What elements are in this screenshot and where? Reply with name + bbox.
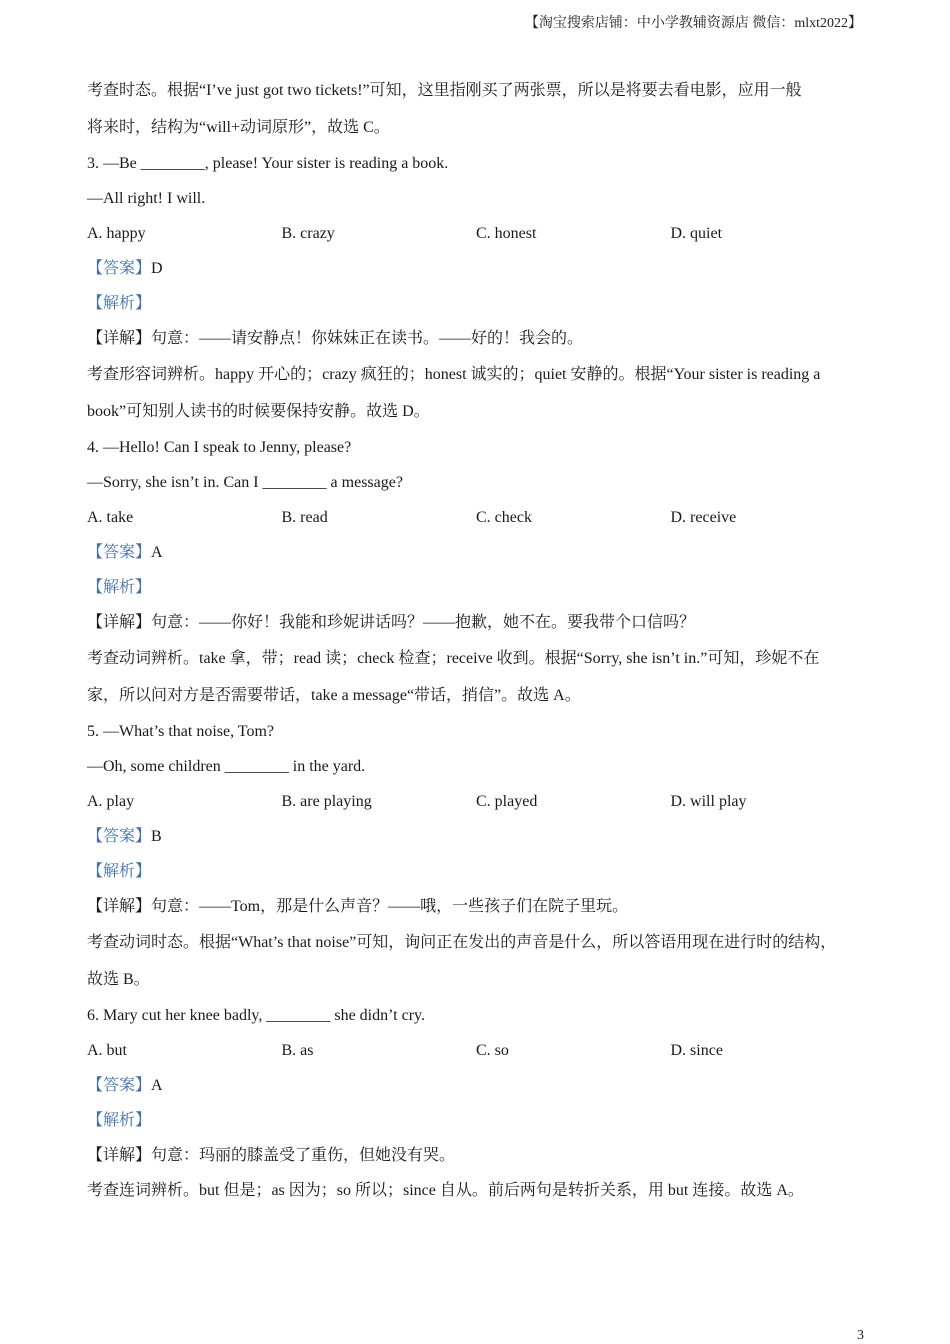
options-row [87, 216, 877, 251]
explain-line-1: 考查动词时态。根据“What’s that noise”可知，询问正在发出的声音是什么，所以答语用现在进行时的结构， [87, 934, 837, 951]
question-stem-reply: —Oh, some children ________ in the yard. [87, 758, 366, 775]
explain-line-2: 故选 B。 [87, 971, 150, 988]
detail-line: 【详解】句意：玛丽的膝盖受了重伤，但她没有哭。 [87, 1147, 456, 1164]
analysis-line [87, 570, 877, 605]
option-d: D. receive [670, 509, 737, 526]
question-stem: 4. —Hello! Can I speak to Jenny, please? [87, 439, 352, 456]
option-b: B. are playing [281, 793, 372, 810]
analysis-line [87, 286, 877, 321]
analysis-label: 【解析】 [87, 1112, 152, 1129]
intro-line-2: 将来时，结构为“will+动词原形”，故选 C。 [87, 119, 390, 136]
answer-label: 【答案】 [87, 544, 152, 561]
question-stem: 3. —Be ________, please! Your sister is reading a book. [87, 155, 449, 172]
question-5 [87, 714, 877, 998]
explain-line-1: 考查形容词辨析。happy 开心的；crazy 疯狂的；honest 诚实的；quiet 安静的。根据“Your sister is reading a [87, 366, 821, 383]
analysis-label: 【解析】 [87, 295, 152, 312]
analysis-label: 【解析】 [87, 863, 152, 880]
question-stem: 5. —What’s that noise, Tom? [87, 723, 274, 740]
question-stem: 6. Mary cut her knee badly, ________ she didn’t cry. [87, 1007, 425, 1024]
detail-line: 【详解】句意：——请安静点！你妹妹正在读书。——好的！我会的。 [87, 330, 584, 347]
option-a: A. play [87, 793, 135, 810]
document-body [87, 72, 877, 1208]
option-d: D. quiet [670, 225, 723, 242]
answer-label: 【答案】 [87, 828, 152, 845]
answer-value: D [151, 260, 163, 277]
option-c: C. played [476, 793, 538, 810]
options-row [87, 500, 877, 535]
option-b: B. crazy [281, 225, 335, 242]
question-6 [87, 998, 877, 1208]
analysis-line [87, 1103, 877, 1138]
page-number: 3 [857, 1328, 864, 1343]
analysis-label: 【解析】 [87, 579, 152, 596]
explain-line-2: book”可知别人读书的时候要保持安静。故选 D。 [87, 403, 430, 420]
question-stem-reply: —All right! I will. [87, 190, 206, 207]
intro-line-1: 考查时态。根据“I’ve just got two tickets!”可知，这里指刚买了两张票，所以是将要去看电影，应用一般 [87, 82, 802, 99]
question-3 [87, 146, 877, 430]
explain-line-1: 考查动词辨析。take 拿，带；read 读；check 检查；receive 收到。根据“Sorry, she isn’t in.”可知，珍妮不在 [87, 650, 820, 667]
answer-value: B [151, 828, 162, 845]
options-row [87, 784, 877, 819]
answer-label: 【答案】 [87, 260, 152, 277]
detail-line: 【详解】句意：——Tom，那是什么声音？——哦，一些孩子们在院子里玩。 [87, 898, 629, 915]
option-a: A. happy [87, 225, 146, 242]
explain-line-1: 考查连词辨析。but 但是；as 因为；so 所以；since 自从。前后两句是转折关系，用 but 连接。故选 A。 [87, 1182, 804, 1199]
option-c: C. honest [476, 225, 537, 242]
option-c: C. check [476, 509, 532, 526]
option-d: D. since [670, 1042, 723, 1059]
answer-line [87, 251, 877, 286]
question-stem-reply: —Sorry, she isn’t in. Can I ________ a message? [87, 474, 403, 491]
options-row [87, 1033, 877, 1068]
option-a: A. but [87, 1042, 127, 1059]
explain-line-2: 家，所以问对方是否需要带话，take a message“带话，捎信”。故选 A。 [87, 687, 581, 704]
option-c: C. so [476, 1042, 509, 1059]
option-a: A. take [87, 509, 134, 526]
option-d: D. will play [670, 793, 747, 810]
answer-value: A [151, 1077, 163, 1094]
option-b: B. as [281, 1042, 314, 1059]
answer-line [87, 1068, 877, 1103]
question-4 [87, 430, 877, 714]
answer-line [87, 535, 877, 570]
option-b: B. read [281, 509, 328, 526]
answer-label: 【答案】 [87, 1077, 152, 1094]
page-header: 【淘宝搜索店铺：中小学教辅资源店 微信：mlxt2022】 [524, 16, 862, 31]
answer-value: A [151, 544, 163, 561]
analysis-line [87, 854, 877, 889]
detail-line: 【详解】句意：——你好！我能和珍妮讲话吗？——抱歉，她不在。要我带个口信吗？ [87, 614, 696, 631]
answer-line [87, 819, 877, 854]
